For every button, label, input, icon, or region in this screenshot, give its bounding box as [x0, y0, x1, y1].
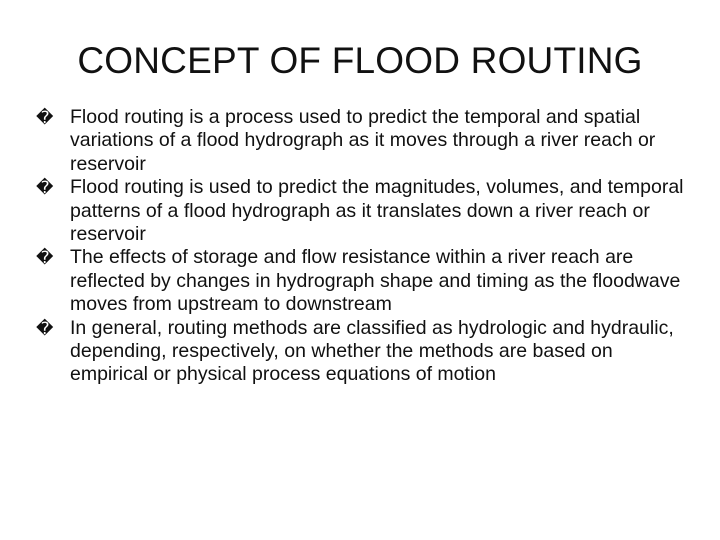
bullet-text: Flood routing is a process used to predict the temporal and spatial variations of a flood hydrograph as it moves through a river reach or reservoir	[70, 106, 656, 175]
bullet-item	[36, 317, 696, 387]
bullet-glyph-icon: �	[36, 178, 54, 198]
bullet-list	[36, 106, 696, 387]
bullet-glyph-icon: �	[36, 248, 54, 268]
bullet-glyph-icon: �	[36, 108, 54, 127]
bullet-text: Flood routing is used to predict the magnitudes, volumes, and temporal patterns of a flood hydrograph as it translates down a river reach or reservoir	[70, 176, 684, 246]
bullet-item	[36, 106, 696, 176]
bullet-glyph-icon: �	[36, 318, 54, 338]
bullet-item	[36, 176, 696, 246]
slide-title: CONCEPT OF FLOOD ROUTING	[77, 40, 643, 81]
bullet-item	[36, 246, 696, 316]
bullet-text: The effects of storage and flow resistance within a river reach are reflected by changes in hydrograph shape and timing as the floodwave moves from upstream to downstream	[70, 246, 681, 316]
bullet-text: In general, routing methods are classified as hydrologic and hydraulic, depending, respectively, on whether the methods are based on empirical or physical process equations of motion	[70, 316, 674, 386]
